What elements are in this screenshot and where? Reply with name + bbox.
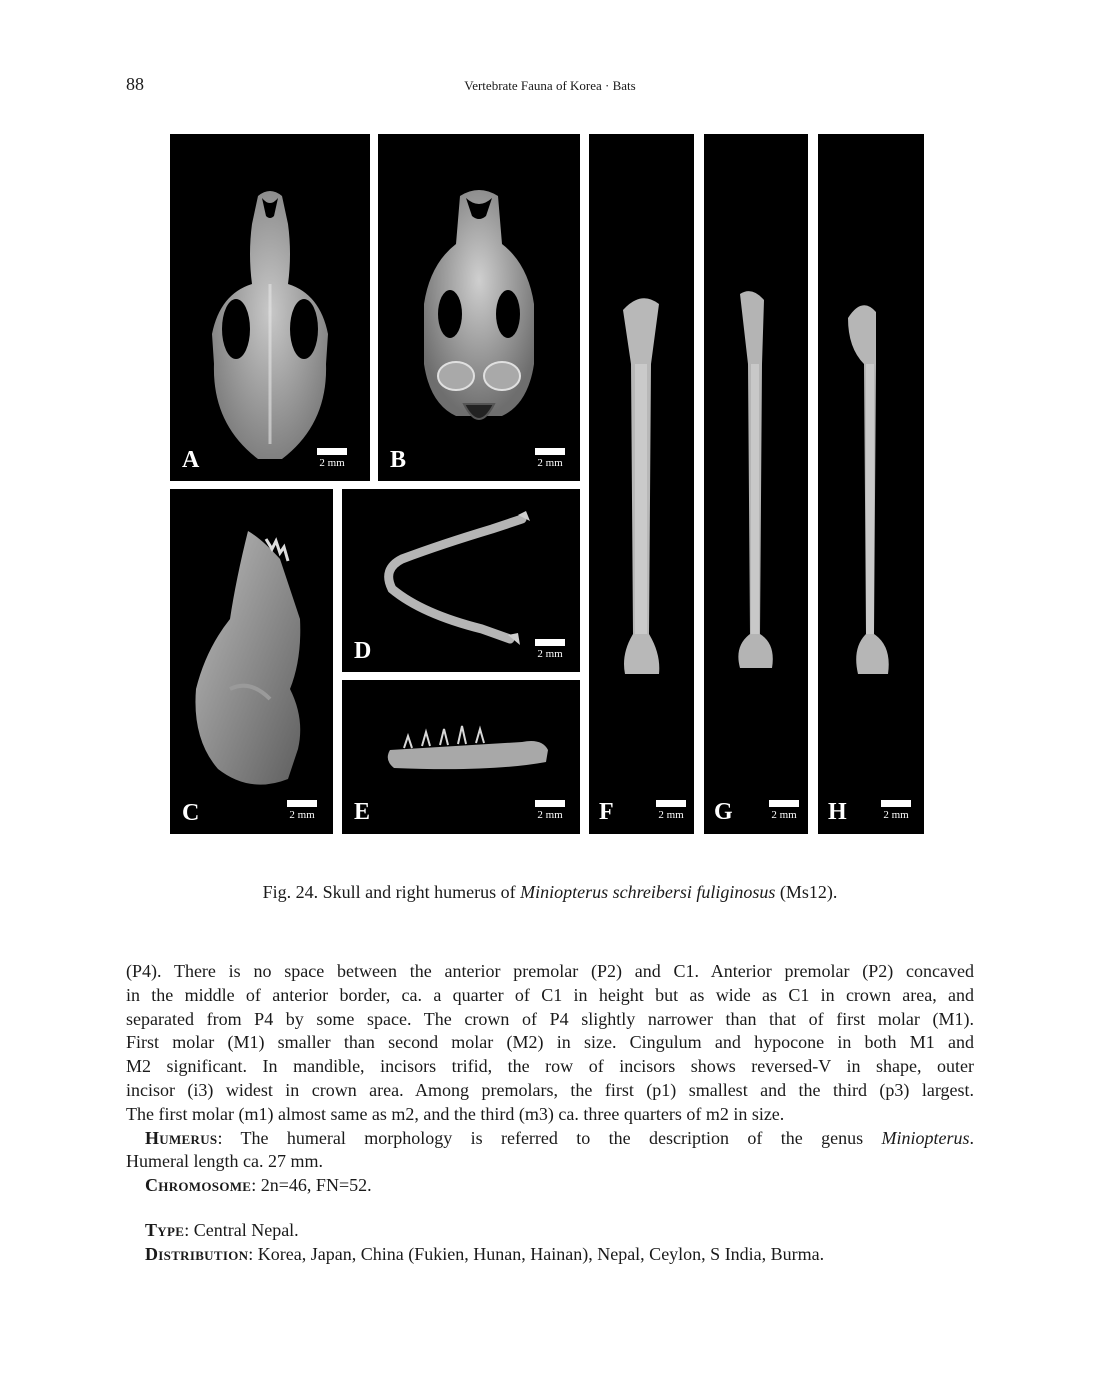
panel-b — [378, 134, 580, 481]
panel-label-a: A — [182, 447, 200, 473]
panel-label-d: D — [354, 638, 372, 664]
humerus-length-line: Humeral length ca. 27 mm. — [126, 1151, 323, 1172]
figure-plate — [170, 134, 924, 834]
scale-bar-b: 2 mm — [532, 448, 568, 469]
panel-label-b: B — [390, 447, 407, 473]
panel-label-f: F — [599, 799, 614, 825]
running-title: Vertebrate Fauna of Korea · Bats — [464, 78, 636, 93]
skull-ventral-image — [378, 134, 580, 481]
chromosome-heading: Chromosome — [145, 1175, 252, 1196]
distribution-paragraph: Distribution: Korea, Japan, China (Fukien, Hunan, Hainan), Nepal, Ceylon, S India, Burma. — [145, 1243, 825, 1264]
panel-h — [818, 134, 924, 834]
body-line: incisor (i3) widest in crown area. Among premolars, the first (p1) smallest and the third (p3) largest. — [126, 1079, 974, 1100]
scale-bar-h: 2 mm — [878, 800, 914, 821]
panel-e — [342, 680, 580, 834]
panel-c — [170, 489, 333, 834]
body-line: separated from P4 by some space. The crown of P4 slightly narrower than that of first molar (M1). — [126, 1008, 974, 1029]
body-line: The first molar (m1) almost same as m2, and the third (m3) ca. three quarters of m2 in size. — [126, 1103, 785, 1124]
humerus-heading: Humerus — [145, 1127, 218, 1148]
body-line: First molar (M1) smaller than second molar (M2) in size. Cingulum and hypocone in both M1 and — [126, 1032, 974, 1053]
scale-bar-e: 2 mm — [532, 800, 568, 821]
panel-label-g: G — [714, 799, 733, 825]
body-line: (P4). There is no space between the anterior premolar (P2) and C1. Anterior premolar (P2) concaved — [126, 961, 974, 981]
body-text — [126, 960, 974, 1267]
scale-bar-d: 2 mm — [532, 639, 568, 660]
humerus-paragraph: Humerus: The humeral morphology is referred to the description of the genus Miniopterus. — [145, 1127, 974, 1148]
panel-label-e: E — [354, 799, 371, 825]
panel-g — [704, 134, 808, 834]
scale-bar-g: 2 mm — [766, 800, 802, 821]
type-heading: Type — [145, 1219, 185, 1240]
distribution-heading: Distribution — [145, 1243, 249, 1264]
skull-lateral-image — [170, 489, 333, 834]
scale-bar-f: 2 mm — [653, 800, 689, 821]
figure-caption: Fig. 24. Skull and right humerus of Miniopterus schreibersi fuliginosus (Ms12). — [262, 882, 838, 902]
panel-label-c: C — [182, 800, 200, 826]
body-line: M2 significant. In mandible, incisors trifid, the row of incisors shows reversed-V in shape, outer — [126, 1056, 974, 1077]
humerus-view-g-image — [704, 134, 808, 834]
body-line: in the middle of anterior border, ca. a quarter of C1 in height but as wide as C1 in crown area, and — [126, 984, 974, 1005]
panel-label-h: H — [828, 799, 847, 825]
panel-f — [589, 134, 694, 834]
panel-d — [342, 489, 580, 672]
skull-dorsal-image — [170, 134, 370, 481]
page-number: 88 — [126, 74, 144, 94]
caption-species: Miniopterus schreibersi fuliginosus — [520, 882, 776, 902]
panel-a — [170, 134, 370, 481]
scale-bar-c: 2 mm — [284, 800, 320, 821]
humerus-view-h-image — [818, 134, 924, 834]
humerus-view-f-image — [589, 134, 694, 834]
scale-bar-a: 2 mm — [314, 448, 350, 469]
genus-name: Miniopterus — [881, 1127, 970, 1148]
type-paragraph: Type: Central Nepal. — [145, 1219, 299, 1240]
chromosome-paragraph: Chromosome: 2n=46, FN=52. — [145, 1175, 372, 1196]
